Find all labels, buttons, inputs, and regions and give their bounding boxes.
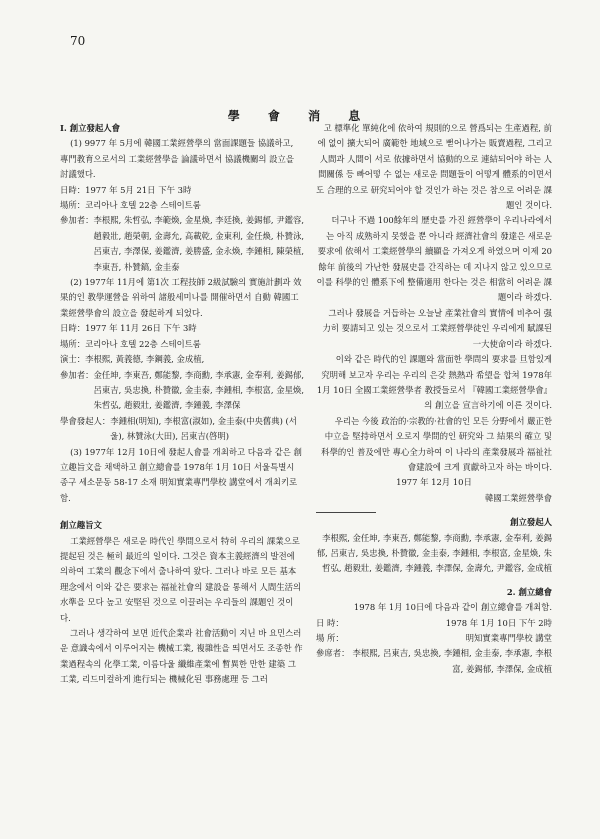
page-title: 學 會 消 息	[227, 109, 373, 123]
paragraph: 우리는 今後 政治的·宗教的·社會的인 모든 分野에서 嚴正한 中立을 堅持하면서 오로지 學問的인 研究와 그 結果의 確立 및 科學的인 普及에만 專心全力하여 이 나라의 產業發展과 福祉社會建設에 크게 貢獻하고자 하는 바이다.	[321, 415, 552, 472]
founders-list: 李根熙, 金任坤, 李東吾, 鄭能黎, 李商勳, 李承憲, 金奉利, 姜錫郁, 呂東吉, 吳忠換, 朴贊徽, 金圭泰, 李鍾相, 李根富, 金星煥, 朱哲弘, 趙毅壯, 姜鑑濟, 李鍾義, 李澤保, 金壽允, 尹鑑容, 金成植	[316, 532, 552, 574]
declaration-date: 1977 年 12月 10日	[396, 477, 472, 488]
paragraph: (2) 1977年 11月에 第1次 工程技師 2級試驗의 實施計劃과 效果的인 教學運營을 위하여 諸般세미나를 開催하면서 自動 韓國工業經營學會의 設立을 發起하게 되었다.	[60, 277, 302, 318]
paragraph: 工業經營學은 새로운 時代인 學問으로서 特히 우리의 課業으로 提起된 것은 極히 最近의 일이다. 그것은 資本主義經濟의 발전에 의하여 工業의 觀念下에서 출나하여 왔다. 그러나 바로 모든 基本理念에서 이와 같은 要求는 福祉社會의 建設을 통해서 人間生活의 水準을 모다 높고 安堅된 것으로 이끌려는 우리들의 課題인 것이다.	[60, 535, 302, 623]
general-meeting-date: 日 時： 1978 年 1月 10日 下午 2時	[316, 617, 552, 628]
society-proposers: 學會發起人： 李鍾相(明知), 李根富(淑如), 金圭泰(中央舊典) (서울), 林贊泳(大田), 呂東吉(啓明)	[60, 415, 297, 442]
meeting1-place: 場所： 코리아나 호텔 22층 스테이트룸	[60, 200, 201, 211]
divider	[316, 512, 376, 513]
meeting2-speakers: 演士： 李根熙, 黃義德, 李鋼義, 金成植,	[60, 354, 205, 365]
paragraph: (3) 1977年 12月 10日에 發起人會를 개최하고 다음과 같은 創立趣旨文을 채택하고 創立總會를 1978年 1月 10日 서울특별시 종구 세소문동 58-17 소재 明知實業專門學校 講堂에서 개최키로 함.	[60, 446, 302, 503]
paragraph: 1978 年 1月 10日에 다음과 같이 創立總會를 개최함.	[353, 602, 552, 613]
section-heading-purpose: 創立趣旨文	[60, 520, 102, 531]
paragraph: (1) 9977 年 5月에 韓國工業經營學의 當面課題들 協議하고, 專門教育으로서의 工業經營學을 論議하면서 協議機關의 設立을 討議했다.	[60, 138, 294, 180]
meeting2-attendees: 參加者： 金任坤, 李東吾, 鄭能黎, 李商勳, 李承憲, 金奉利, 姜錫郁, 呂東吉, 吳忠換, 朴贊徽, 金圭泰, 李鍾相, 李根富, 金星煥, 朱哲弘, 趙毅壯, 姜鑑濟, 李鍾義, 李澤保	[60, 369, 304, 411]
meeting2-place: 場所： 코리아나 호텔 22층 스테이트룸	[60, 338, 201, 349]
general-meeting-attendees: 參席者： 李根熙, 呂東吉, 吳忠換, 李鍾相, 金圭泰, 李承憲, 李根富, 姜錫郁, 李澤保, 金成植	[316, 648, 552, 674]
founders-heading: 創立發起人	[510, 517, 552, 528]
declaration-organization: 韓國工業經營學會	[485, 492, 552, 503]
right-column	[316, 121, 552, 677]
meeting2-date: 日時： 1977 年 11月 26日 下午 3時	[60, 323, 197, 334]
section-heading-general-meeting: 2. 創立總會	[506, 586, 552, 597]
paragraph: 더구나 不過 100餘年의 歷史를 가진 經營學이 우리나라에서는 아직 成熟하지 못했을 뿐 아니라 經濟社會의 發達은 새로운 要求에 依해서 工業經營學의 續顯을 가져오게 하였으며 이제 20餘年 前後의 가난한 發展史를 간직하는 데 지나지 않고 있으므로 이를 科學的인 體系下에 整備適用 한다는 것은 相當히 어려운 課題이라 하겠다.	[316, 215, 552, 303]
paragraph: 고 標準化 單純化에 依하여 規則的으로 營爲되는 生產過程, 前에 없이 擴大되어 廣範한 地域으로 뻗어나가는 販賣過程, 그리고 人間과 人間이 서로 依據하면서 協動的으로 連結되어야 하는 人間關係 등 빠어떻 수 없는 새로운 問題들이 어떻게 體系的이면서도 合理的으로 研究되어야 할 것인가 하는 것은 참으로 어려운 課題인 것이다.	[316, 123, 553, 211]
paragraph: 그러나 發展을 거듭하는 오늘날 產業社會의 實情에 비추어 强力히 要請되고 있는 것으로서 工業經營學徒인 우리에게 賦課된 一大使命이라 하겠다.	[322, 307, 552, 349]
meeting1-date: 日時： 1977 年 5月 21日 下午 3時	[60, 184, 192, 195]
paragraph: 그러나 생각하여 보면 近代企業과 社會活動이 지닌 바 요민스러운 意識속에서 이루어지는 機械工業, 複雜性을 띄면서도 조종한 作業過程속의 化學工業, 이름다울 纖維產業에 暫異한 만한 建築 그 工業, 리드미컬하게 進行되는 機械化된 事務處理 등 그러	[60, 628, 303, 685]
left-column	[60, 121, 304, 688]
meeting1-attendees: 參加者： 李根熙, 朱哲弘, 李範煥, 金星煥, 李廷換, 姜錫郁, 尹鑑容, 趙毅壯, 趙榮朝, 金壽允, 高載乾, 金東利, 金任煥, 朴贊泳, 呂東吉, 李澤保, 姜鑑濟, 姜勝盛, 金永煥, 李鍾相, 陳榮植, 李東吾, 朴贊鎬, 金圭泰	[60, 215, 304, 272]
section-heading-founding-meeting: Ⅰ. 創立發起人會	[60, 123, 120, 133]
page-number: 70	[70, 34, 86, 48]
general-meeting-place: 場 所： 明知實業專門學校 講堂	[316, 633, 552, 643]
paragraph: 이와 같은 時代的인 課題와 當面한 學問의 要求를 旦함있게 究明해 보고자 우리는 우리의 은갖 熱熱과 希望을 합쳐 1978年 1月 10日 全國工業經營學者 教授들로서 『韓國工業經營學會』의 創立을 宣言하기에 이른 것이다.	[316, 354, 552, 411]
